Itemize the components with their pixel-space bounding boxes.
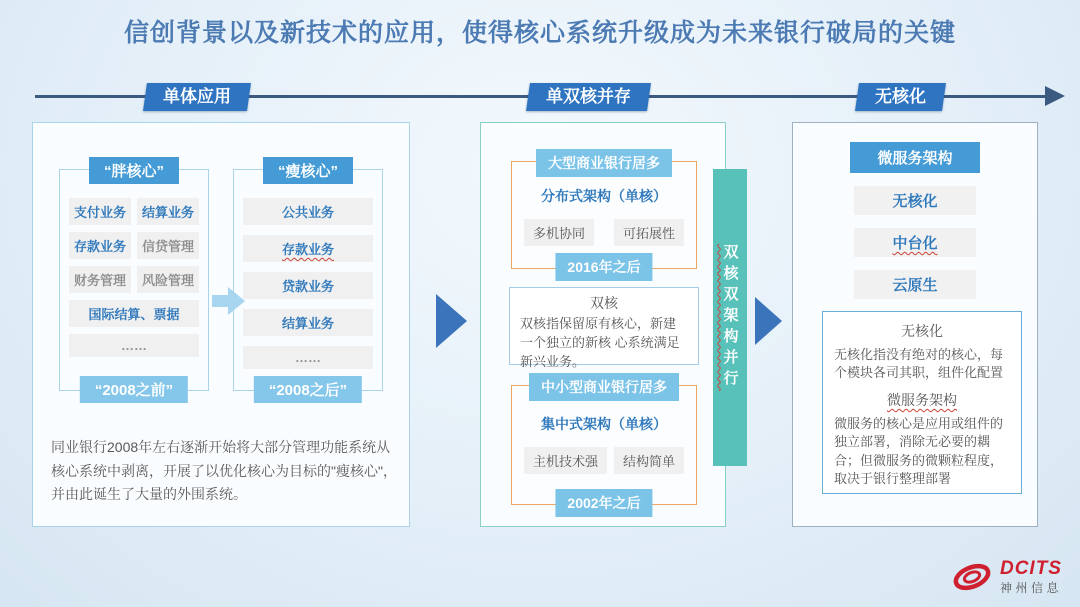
- thin-core-item: 结算业务: [243, 309, 373, 336]
- right-panel-item: 无核化: [854, 186, 976, 215]
- logo-brand: DCITS: [999, 557, 1062, 579]
- large-banks-chips: [512, 219, 696, 246]
- thin-core-item: 公共业务: [243, 198, 373, 225]
- fat-core-item: 国际结算、票据: [69, 300, 199, 327]
- right-panel-item: 中台化: [854, 228, 976, 257]
- dual-core-title: 双核: [590, 295, 618, 311]
- microservice-header: 微服务架构: [850, 142, 980, 173]
- thin-core-item: 存款业务: [243, 235, 373, 262]
- fat-core-item: 财务管理: [69, 266, 131, 293]
- microservice-title: 微服务架构: [887, 391, 957, 408]
- thin-core-box: [233, 163, 383, 399]
- small-banks-box: [511, 379, 697, 511]
- large-banks-subtitle: 分布式架构（单核）: [541, 188, 667, 204]
- fat-core-item: ……: [69, 334, 199, 357]
- thin-core-item: ……: [243, 346, 373, 369]
- fat-core-header: “胖核心”: [89, 157, 179, 184]
- dual-architecture-side-bar: [713, 169, 747, 466]
- timeline-arrowhead-icon: [1045, 86, 1065, 106]
- small-banks-footer: 2002年之后: [555, 489, 652, 517]
- feature-chip: 主机技术强: [524, 447, 607, 474]
- large-banks-box: [511, 155, 697, 275]
- company-logo: [951, 559, 1062, 595]
- dual-core-body: 双核指保留原有核心，新建一个独立的新核 心系统满足新兴业务。: [520, 316, 680, 369]
- logo-company-name: 神州信息: [999, 580, 1062, 595]
- fat-core-item: 信贷管理: [137, 232, 199, 259]
- thin-core-item: 贷款业务: [243, 272, 373, 299]
- fat-core-item: 存款业务: [69, 232, 131, 259]
- small-banks-header: 中小型商业银行居多: [529, 373, 679, 401]
- fat-core-item: 结算业务: [137, 198, 199, 225]
- page-title: 信创背景以及新技术的应用，使得核心系统升级成为未来银行破局的关键: [123, 19, 956, 47]
- core-columns: [33, 163, 409, 399]
- thin-core-items: [243, 198, 373, 369]
- small-banks-chips: [512, 447, 696, 474]
- timeline-stage-label: 无核化: [875, 87, 926, 106]
- fat-core-items: [69, 198, 199, 357]
- timeline-stage-dual-core: [526, 83, 651, 111]
- timeline-stage-coreless: [855, 83, 946, 111]
- right-panel-item: 云原生: [854, 270, 976, 299]
- fat-core-box: [59, 163, 209, 399]
- fat-core-item: 风险管理: [137, 266, 199, 293]
- panel-monolith-era: [32, 122, 410, 527]
- dual-core-box: [509, 287, 699, 369]
- feature-chip: 结构简单: [614, 447, 684, 474]
- feature-chip: 可拓展性: [614, 219, 684, 246]
- coreless-body: 无核化指没有绝对的核心，每个模块各司其职，组件化配置: [834, 347, 1004, 381]
- microservice-body: 微服务的核心是应用或组件的独立部署，消除无必要的耦合；但微服务的微颗粒程度，取决于银行整理部署: [834, 415, 1004, 487]
- side-bar-label: 双核双架构并行: [721, 244, 739, 391]
- large-banks-header: 大型商业银行居多: [536, 149, 672, 177]
- timeline-stage-label: 单双核并存: [546, 87, 631, 106]
- panel-dual-core-era: [480, 122, 739, 527]
- thin-core-header: “瘦核心”: [263, 157, 353, 184]
- coreless-title: 无核化: [901, 323, 943, 339]
- panel-arrow-icon: [436, 294, 467, 348]
- small-banks-subtitle: 集中式架构（单核）: [541, 416, 667, 432]
- fat-core-footer: “2008之前”: [80, 376, 188, 403]
- fat-core-item: 支付业务: [69, 198, 131, 225]
- coreless-detail-box: [822, 311, 1022, 494]
- large-banks-footer: 2016年之后: [555, 253, 652, 281]
- timeline-stage-label: 单体应用: [163, 87, 231, 106]
- feature-chip: 多机协同: [524, 219, 594, 246]
- dcits-swirl-icon: [951, 560, 993, 594]
- timeline-stage-monolith: [143, 83, 251, 111]
- left-panel-note: 同业银行2008年左右逐渐开始将大部分管理功能系统从核心系统中剥离，开展了以优化核心为目标的"瘦核心"，并由此诞生了大量的外围系统。: [51, 439, 397, 503]
- panel-coreless-era: [792, 122, 1038, 527]
- thin-core-footer: “2008之后”: [254, 376, 362, 403]
- panel-arrow-icon: [755, 297, 782, 345]
